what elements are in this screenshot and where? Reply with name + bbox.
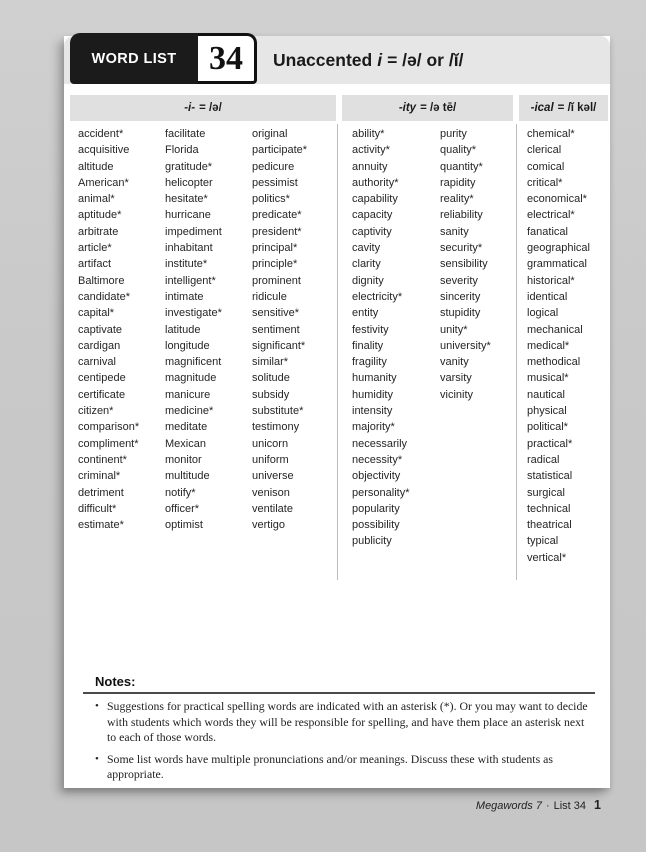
suffix-label: -ity bbox=[398, 102, 417, 114]
word-item: comical bbox=[527, 160, 565, 173]
word-item: accident* bbox=[78, 128, 124, 140]
word-item: statistical bbox=[527, 470, 573, 483]
word-item: dignity bbox=[352, 274, 384, 287]
word-item: capability bbox=[352, 193, 398, 206]
word-item: inhabitant bbox=[165, 242, 213, 255]
word-item: typical bbox=[527, 535, 559, 548]
word-item: principle* bbox=[252, 258, 298, 271]
word-item: certificate bbox=[78, 388, 126, 401]
word-item: predicate* bbox=[252, 209, 302, 222]
word-list-label: WORD LIST bbox=[70, 33, 198, 84]
word-item: vicinity bbox=[440, 388, 474, 401]
word-item: impediment bbox=[165, 225, 222, 238]
notes-body bbox=[95, 699, 595, 789]
word-item: possibility bbox=[352, 519, 400, 532]
page-number: 1 bbox=[594, 798, 601, 812]
word-item: continent* bbox=[78, 453, 127, 466]
word-item: pessimist bbox=[252, 176, 298, 189]
word-item: authority* bbox=[352, 176, 399, 189]
word-item: subsidy bbox=[252, 388, 290, 401]
word-item: annuity bbox=[352, 160, 388, 173]
word-item: captivity bbox=[352, 225, 392, 238]
word-item: ability* bbox=[352, 128, 385, 140]
word-item: personality* bbox=[352, 486, 410, 499]
word-item: activity* bbox=[352, 144, 390, 157]
suffix-label: -ical bbox=[530, 102, 554, 114]
word-item: critical* bbox=[527, 176, 563, 189]
word-item: university* bbox=[440, 339, 491, 352]
word-item: difficult* bbox=[78, 502, 117, 515]
word-item: political* bbox=[527, 421, 568, 434]
word-item: carnival bbox=[78, 356, 116, 369]
word-item: vanity bbox=[440, 356, 469, 369]
note-bullet-1 bbox=[95, 699, 595, 746]
word-item: article* bbox=[78, 242, 112, 255]
note-text: • Some list words have multiple pronunciations and/or meanings. Discuss these with students as appropriate. bbox=[107, 751, 553, 782]
word-item: centipede bbox=[78, 372, 126, 385]
title-prefix: Unaccented bbox=[273, 49, 373, 70]
word-item: mechanical bbox=[527, 323, 583, 336]
word-item: quantity* bbox=[440, 160, 483, 173]
word-item: grammatical bbox=[527, 258, 587, 271]
word-item: rapidity bbox=[440, 176, 476, 189]
word-item: quality* bbox=[440, 144, 477, 157]
word-item: participate* bbox=[252, 144, 308, 157]
word-item: capacity bbox=[352, 209, 393, 222]
word-column-i-2 bbox=[165, 126, 222, 533]
word-item: estimate* bbox=[78, 519, 124, 532]
word-item: entity bbox=[352, 307, 379, 320]
word-item: fanatical bbox=[527, 225, 568, 238]
word-item: theatrical bbox=[527, 519, 572, 532]
list-reference: List 34 bbox=[553, 800, 587, 812]
word-column-ity-1 bbox=[352, 126, 409, 550]
word-item: sensibility bbox=[440, 258, 488, 271]
word-list-badge bbox=[70, 33, 257, 84]
word-item: detriment bbox=[78, 486, 124, 499]
word-item: sensitive* bbox=[252, 307, 300, 320]
word-item: solitude bbox=[252, 372, 290, 385]
word-item: technical bbox=[527, 502, 571, 515]
word-item: Florida bbox=[165, 144, 199, 157]
note-text: • Suggestions for practical spelling words are indicated with an asterisk (*). Or you may want to decide with students which words they will be responsible for spelling, and have them place an asterisk next to each of those words. bbox=[107, 699, 588, 745]
word-item: altitude bbox=[78, 160, 114, 173]
word-item: monitor bbox=[165, 453, 202, 466]
note-bullet-2 bbox=[95, 752, 595, 783]
word-item: electrical* bbox=[527, 209, 575, 222]
word-item: historical* bbox=[527, 274, 575, 287]
word-item: purity bbox=[440, 128, 467, 140]
word-item: reality* bbox=[440, 193, 474, 206]
word-item: vertigo bbox=[252, 519, 286, 532]
word-item: popularity bbox=[352, 502, 400, 515]
page-footer bbox=[476, 798, 601, 812]
word-item: prominent bbox=[252, 274, 301, 287]
word-item: cardigan bbox=[78, 339, 121, 352]
word-item: fragility bbox=[352, 356, 387, 369]
footer-separator: · bbox=[545, 800, 550, 812]
title-pronunciation: = /ə/ or /ĭ/ bbox=[387, 49, 464, 70]
word-item: animal* bbox=[78, 193, 115, 206]
word-item: magnitude bbox=[165, 372, 217, 385]
word-item: physical bbox=[527, 405, 567, 418]
word-item: longitude bbox=[165, 339, 210, 352]
word-item: notify* bbox=[165, 486, 196, 499]
word-item: meditate bbox=[165, 421, 208, 434]
word-item: investigate* bbox=[165, 307, 222, 320]
word-item: vertical* bbox=[527, 551, 567, 564]
word-item: citizen* bbox=[78, 405, 114, 418]
word-item: aptitude* bbox=[78, 209, 122, 222]
word-item: original bbox=[252, 128, 288, 140]
word-item: hesitate* bbox=[165, 193, 208, 206]
word-item: finality bbox=[352, 339, 384, 352]
word-item: clerical bbox=[527, 144, 562, 157]
word-item: cavity bbox=[352, 242, 381, 255]
word-item: magnificent bbox=[165, 356, 222, 369]
word-item: helicopter bbox=[165, 176, 213, 189]
word-item: latitude bbox=[165, 323, 201, 336]
word-column-i-3 bbox=[252, 126, 307, 533]
word-item: severity bbox=[440, 274, 478, 287]
word-item: compliment* bbox=[78, 437, 139, 450]
word-item: security* bbox=[440, 242, 483, 255]
notes-heading: Notes: bbox=[95, 674, 136, 689]
column-header-i bbox=[70, 95, 336, 121]
word-item: majority* bbox=[352, 421, 395, 434]
word-item: medical* bbox=[527, 339, 570, 352]
word-item: ridicule bbox=[252, 290, 287, 303]
word-item: criminal* bbox=[78, 470, 121, 483]
word-item: practical* bbox=[527, 437, 573, 450]
word-item: intimate bbox=[165, 290, 204, 303]
word-item: varsity bbox=[440, 372, 472, 385]
word-item: gratitude* bbox=[165, 160, 213, 173]
word-item: American* bbox=[78, 176, 129, 189]
word-item: logical bbox=[527, 307, 559, 320]
word-item: capital* bbox=[78, 307, 115, 320]
word-item: captivate bbox=[78, 323, 123, 336]
pronunciation-label: = /ĭ kəl/ bbox=[557, 102, 597, 114]
word-item: objectivity bbox=[352, 470, 401, 483]
word-item: radical bbox=[527, 453, 560, 466]
book-title: Megawords 7 bbox=[475, 800, 542, 812]
word-item: identical bbox=[527, 290, 568, 303]
word-item: ventilate bbox=[252, 502, 293, 515]
word-item: testimony bbox=[252, 421, 300, 434]
word-item: surgical bbox=[527, 486, 565, 499]
word-item: necessarily bbox=[352, 437, 408, 450]
word-item: optimist bbox=[165, 519, 203, 532]
word-item: intelligent* bbox=[165, 274, 216, 287]
column-header-ity bbox=[342, 95, 513, 121]
word-item: acquisitive bbox=[78, 144, 130, 157]
word-item: similar* bbox=[252, 356, 289, 369]
word-item: necessity* bbox=[352, 453, 403, 466]
word-item: humidity bbox=[352, 388, 393, 401]
word-column-ity-2 bbox=[440, 126, 491, 403]
column-header-ical bbox=[519, 95, 608, 121]
notes-divider-rule bbox=[83, 692, 595, 694]
page-title bbox=[273, 36, 463, 84]
column-divider bbox=[337, 124, 338, 580]
word-item: intensity bbox=[352, 405, 393, 418]
word-item: chemical* bbox=[527, 128, 575, 140]
word-item: humanity bbox=[352, 372, 397, 385]
word-item: geographical bbox=[527, 242, 590, 255]
word-item: sanity bbox=[440, 225, 469, 238]
list-number: 34 bbox=[198, 33, 257, 84]
word-item: principal* bbox=[252, 242, 298, 255]
word-item: stupidity bbox=[440, 307, 481, 320]
word-item: politics* bbox=[252, 193, 290, 206]
title-italic-i: i bbox=[377, 49, 383, 70]
word-item: unicorn bbox=[252, 437, 289, 450]
word-item: sincerity bbox=[440, 290, 481, 303]
word-column-ical-1 bbox=[527, 126, 590, 566]
word-item: musical* bbox=[527, 372, 569, 385]
word-item: facilitate bbox=[165, 128, 206, 140]
word-item: Mexican bbox=[165, 437, 206, 450]
word-item: substitute* bbox=[252, 405, 304, 418]
word-item: festivity bbox=[352, 323, 389, 336]
word-item: candidate* bbox=[78, 290, 130, 303]
workbook-page bbox=[64, 36, 610, 788]
word-item: hurricane bbox=[165, 209, 211, 222]
word-item: artifact bbox=[78, 258, 112, 271]
word-item: economical* bbox=[527, 193, 587, 206]
word-item: reliability bbox=[440, 209, 483, 222]
word-item: unity* bbox=[440, 323, 468, 336]
word-item: Baltimore bbox=[78, 274, 125, 287]
word-item: clarity bbox=[352, 258, 381, 271]
word-item: significant* bbox=[252, 339, 306, 352]
word-item: officer* bbox=[165, 502, 200, 515]
word-column-i-1 bbox=[78, 126, 139, 533]
word-item: medicine* bbox=[165, 405, 214, 418]
word-item: venison bbox=[252, 486, 290, 499]
word-item: nautical bbox=[527, 388, 565, 401]
column-divider bbox=[516, 124, 517, 580]
pronunciation-label: = /ə tē/ bbox=[420, 102, 457, 114]
header-banner bbox=[64, 36, 610, 84]
word-item: manicure bbox=[165, 388, 211, 401]
word-item: pedicure bbox=[252, 160, 295, 173]
word-item: universe bbox=[252, 470, 294, 483]
word-item: publicity bbox=[352, 535, 392, 548]
word-item: institute* bbox=[165, 258, 208, 271]
word-item: multitude bbox=[165, 470, 210, 483]
pronunciation-label: = /ə/ bbox=[199, 102, 222, 114]
word-item: comparison* bbox=[78, 421, 140, 434]
suffix-label: -i- bbox=[184, 102, 196, 114]
word-item: electricity* bbox=[352, 290, 403, 303]
word-item: arbitrate bbox=[78, 225, 119, 238]
word-item: methodical bbox=[527, 356, 581, 369]
word-item: president* bbox=[252, 225, 302, 238]
word-item: sentiment bbox=[252, 323, 300, 336]
word-item: uniform bbox=[252, 453, 289, 466]
